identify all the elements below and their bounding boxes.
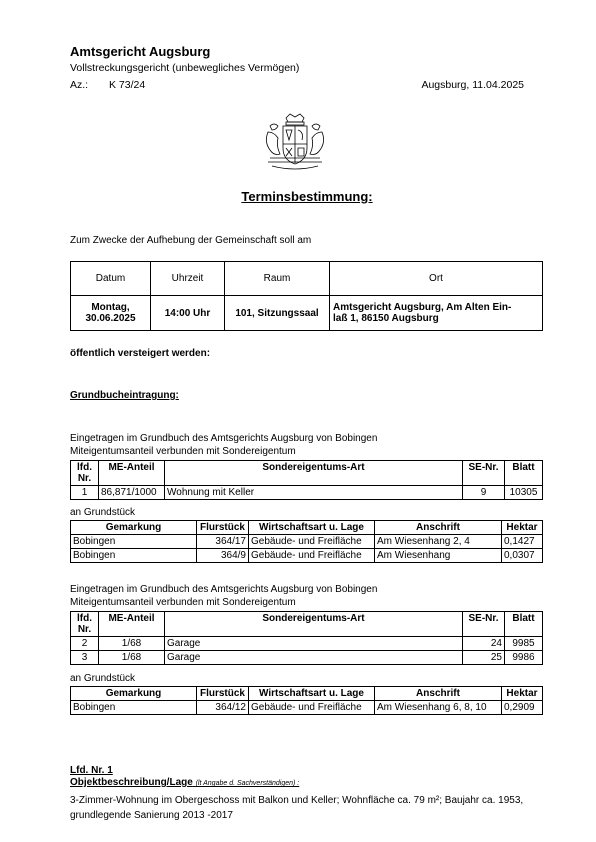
unit-me: 86,871/1000 — [99, 486, 165, 500]
header-me-anteil: ME-Anteil — [99, 612, 165, 637]
land-flurstueck: 364/12 — [197, 701, 249, 715]
land-flurstueck: 364/9 — [197, 549, 249, 563]
intro-text: Zum Zwecke der Aufhebung der Gemeinschaft soll am — [70, 235, 312, 246]
unit-se: 25 — [463, 651, 505, 665]
header-se-nr: SE-Nr. — [463, 461, 505, 486]
header-raum: Raum — [225, 262, 330, 296]
table-row — [71, 535, 543, 549]
case-reference — [70, 79, 145, 91]
block1-unit-table — [70, 460, 543, 500]
header-ort: Ort — [330, 262, 543, 296]
unit-header-row — [71, 461, 543, 486]
block2-an-grundstueck: an Grundstück — [70, 673, 136, 684]
header-lfd-nr: lfd. Nr. — [71, 612, 99, 637]
land-flurstueck: 364/17 — [197, 535, 249, 549]
header-se-art: Sondereigentums-Art — [165, 612, 463, 637]
header-gemarkung: Gemarkung — [71, 521, 197, 535]
az-number: K 73/24 — [109, 79, 146, 91]
block2-unit-table — [70, 611, 543, 665]
unit-art: Garage — [165, 637, 463, 651]
document-title: Terminsbestimmung: — [241, 189, 373, 204]
header-datum: Datum — [71, 262, 151, 296]
court-name: Amtsgericht Augsburg — [70, 44, 211, 59]
land-anschrift: Am Wiesenhang 6, 8, 10 — [375, 701, 502, 715]
land-hektar: 0,0307 — [502, 549, 543, 563]
land-header-row — [71, 521, 543, 535]
header-hektar: Hektar — [502, 687, 543, 701]
land-anschrift: Am Wiesenhang 2, 4 — [375, 535, 502, 549]
block1-an-grundstueck: an Grundstück — [70, 507, 136, 518]
table-row — [71, 549, 543, 563]
land-wirtschaftsart: Gebäude- und Freifläche — [249, 549, 375, 563]
az-label: Az.: — [70, 79, 89, 91]
header-anschrift: Anschrift — [375, 521, 502, 535]
header-wirtschaftsart: Wirtschaftsart u. Lage — [249, 687, 375, 701]
header-lfd-nr: lfd. Nr. — [71, 461, 99, 486]
place-date: Augsburg, 11.04.2025 — [421, 79, 524, 91]
header-se-art: Sondereigentums-Art — [165, 461, 463, 486]
header-blatt: Blatt — [505, 461, 543, 486]
land-hektar: 0,1427 — [502, 535, 543, 549]
block2-land-table — [70, 686, 543, 715]
header-flurstueck: Flurstück — [197, 687, 249, 701]
block1-line2: Miteigentumsanteil verbunden mit Sondereigentum — [70, 446, 296, 457]
termin-datum: Montag, 30.06.2025 — [71, 296, 151, 331]
coat-of-arms-icon — [262, 112, 328, 172]
header-me-anteil: ME-Anteil — [99, 461, 165, 486]
unit-nr: 1 — [71, 486, 99, 500]
unit-blatt: 9986 — [505, 651, 543, 665]
block1-land-table — [70, 520, 543, 563]
lfd-nr-heading: Lfd. Nr. 1 — [70, 765, 113, 776]
header-flurstueck: Flurstück — [197, 521, 249, 535]
land-wirtschaftsart: Gebäude- und Freifläche — [249, 701, 375, 715]
unit-se: 24 — [463, 637, 505, 651]
court-subtitle: Vollstreckungsgericht (unbewegliches Vermögen) — [70, 62, 300, 74]
unit-blatt: 9985 — [505, 637, 543, 651]
table-row — [71, 701, 543, 715]
unit-nr: 2 — [71, 637, 99, 651]
header-gemarkung: Gemarkung — [71, 687, 197, 701]
land-gemarkung: Bobingen — [71, 535, 197, 549]
termin-table — [70, 261, 543, 331]
objekt-description: 3-Zimmer-Wohnung im Obergeschoss mit Balkon und Keller; Wohnfläche ca. 79 m²; Baujahr ca. 1953, grundlegende Sanierung 2013 -2017 — [70, 795, 524, 821]
land-anschrift: Am Wiesenhang — [375, 549, 502, 563]
unit-me: 1/68 — [99, 651, 165, 665]
header-anschrift: Anschrift — [375, 687, 502, 701]
header-hektar: Hektar — [502, 521, 543, 535]
table-row — [71, 651, 543, 665]
block2-line1: Eingetragen im Grundbuch des Amtsgerichts Augsburg von Bobingen — [70, 584, 378, 595]
land-wirtschaftsart: Gebäude- und Freifläche — [249, 535, 375, 549]
unit-blatt: 10305 — [505, 486, 543, 500]
termin-ort: Amtsgericht Augsburg, Am Alten Ein- laß 1, 86150 Augsburg — [330, 296, 543, 331]
termin-raum: 101, Sitzungssaal — [225, 296, 330, 331]
termin-uhrzeit: 14:00 Uhr — [151, 296, 225, 331]
header-uhrzeit: Uhrzeit — [151, 262, 225, 296]
block1-line1: Eingetragen im Grundbuch des Amtsgerichts Augsburg von Bobingen — [70, 433, 378, 444]
land-hektar: 0,2909 — [502, 701, 543, 715]
unit-se: 9 — [463, 486, 505, 500]
grundbuch-heading: Grundbucheintragung: — [70, 390, 179, 401]
termin-header-row — [71, 262, 543, 296]
objekt-note: (lt Angabe d. Sachverständigen) : — [195, 780, 300, 787]
unit-me: 1/68 — [99, 637, 165, 651]
table-row — [71, 486, 543, 500]
unit-header-row — [71, 612, 543, 637]
objekt-heading: Objektbeschreibung/Lage (lt Angabe d. Sachverständigen) : — [70, 777, 300, 788]
land-gemarkung: Bobingen — [71, 549, 197, 563]
unit-nr: 3 — [71, 651, 99, 665]
header-wirtschaftsart: Wirtschaftsart u. Lage — [249, 521, 375, 535]
header-blatt: Blatt — [505, 612, 543, 637]
unit-art: Wohnung mit Keller — [165, 486, 463, 500]
table-row — [71, 637, 543, 651]
versteigert-text: öffentlich versteigert werden: — [70, 348, 211, 359]
termin-value-row — [71, 296, 543, 331]
header-se-nr: SE-Nr. — [463, 612, 505, 637]
unit-art: Garage — [165, 651, 463, 665]
land-gemarkung: Bobingen — [71, 701, 197, 715]
land-header-row — [71, 687, 543, 701]
block2-line2: Miteigentumsanteil verbunden mit Sondereigentum — [70, 597, 296, 608]
